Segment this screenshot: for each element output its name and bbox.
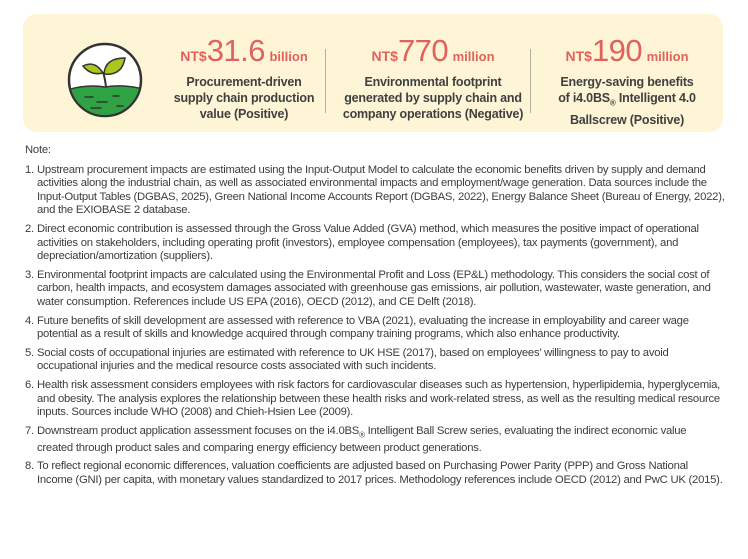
note-item: 1. Upstream procurement impacts are estimated using the Input-Output Model to calculate the economic benefits driven by supply and demand activities along the industrial chain, as well as associated environmental impacts and employment/wage generation. Data sources include the Input-Output Tables (DGBAS, 2025), Green National Income Accounts Report (DGBAS, 2022), Energy Balance Sheet (Bureau of Energy, 2022), and the EXIOBASE 2 database. xyxy=(25,163,725,217)
note-item: 5. Social costs of occupational injuries are estimated with reference to UK HSE (2017), based on employees’ willingness to pay to avoid occupational injuries and the medical resource costs associated with such incidents. xyxy=(25,346,669,373)
note-item: 2. Direct economic contribution is assessed through the Gross Value Added (GVA) method, which measures the positive impact of operational activities on stakeholders, including operating profit (investors), employee compensation (employees), tax payments (government), and depreciation/amortization (suppliers). xyxy=(25,222,699,263)
plant-sprout-icon xyxy=(67,42,143,118)
stat-description: Procurement-driven supply chain production value (Positive) xyxy=(173,75,315,121)
note-item: 6. Health risk assessment considers employees with risk factors for cardiovascular diseases such as hypertension, hyperlipidemia, hyperglycemia, and obesity. The analysis explores the relationship between these health risks and work-related stress, as well as the resulting medical resource inputs. Sources include WHO (2008) and Chieh-Hsien Lee (2009). xyxy=(25,378,721,419)
stat-value: 190 xyxy=(591,33,643,68)
stat-energy-saving xyxy=(535,34,719,128)
stat-environmental xyxy=(333,34,533,122)
notes-title: Note: xyxy=(25,144,51,156)
stat-unit: million xyxy=(646,49,689,64)
note-item: 7. Downstream product application assessment focuses on the $i4.0BS_®$ Intelligent Ball Screw series, evaluating the indirect economic value created through product sales and comparing energy efficiency between product generations. xyxy=(25,424,687,454)
note-item: 4. Future benefits of skill development are assessed with reference to VBA (2021), evaluating the increase in employability and career wage potential as a result of skills and knowledge acquired through company training programs, which also enhance productivity. xyxy=(25,314,689,341)
currency: NT$ xyxy=(180,48,207,64)
currency: NT$ xyxy=(565,48,592,64)
highlights-card xyxy=(23,14,723,132)
stat-unit: million xyxy=(452,49,495,64)
note-item: 3. Environmental footprint impacts are calculated using the Environmental Profit and Loss (EP&L) methodology. This considers the social cost of carbon, health impacts, and ecosystem damages associated with greenhouse gas emissions, air pollution, wastewater, waste generation, and water consumption. References include US EPA (2016), OECD (2012), and CE Delft (2018). xyxy=(25,268,711,308)
currency: NT$ xyxy=(371,48,398,64)
note-item: 8. To reflect regional economic differences, valuation coefficients are adjusted based on Purchasing Power Parity (PPP) and Gross National Income (GNI) per capita, with monetary values standardized to 2017 prices. Methodology references include OECD (2012) and PwC UK (2015). xyxy=(25,460,723,486)
stat-value: 31.6 xyxy=(206,33,266,68)
divider xyxy=(325,49,326,113)
divider xyxy=(530,49,531,113)
stat-unit: billion xyxy=(269,49,308,64)
stat-value: 770 xyxy=(397,33,449,68)
stat-description: Energy-saving benefits of $i4.0BS_®$ Intelligent 4.0 Ballscrew (Positive) xyxy=(558,75,696,127)
stat-procurement xyxy=(158,34,330,122)
stat-description: Environmental footprint generated by supply chain and company operations (Negative) xyxy=(342,75,524,121)
notes-section xyxy=(25,144,725,492)
